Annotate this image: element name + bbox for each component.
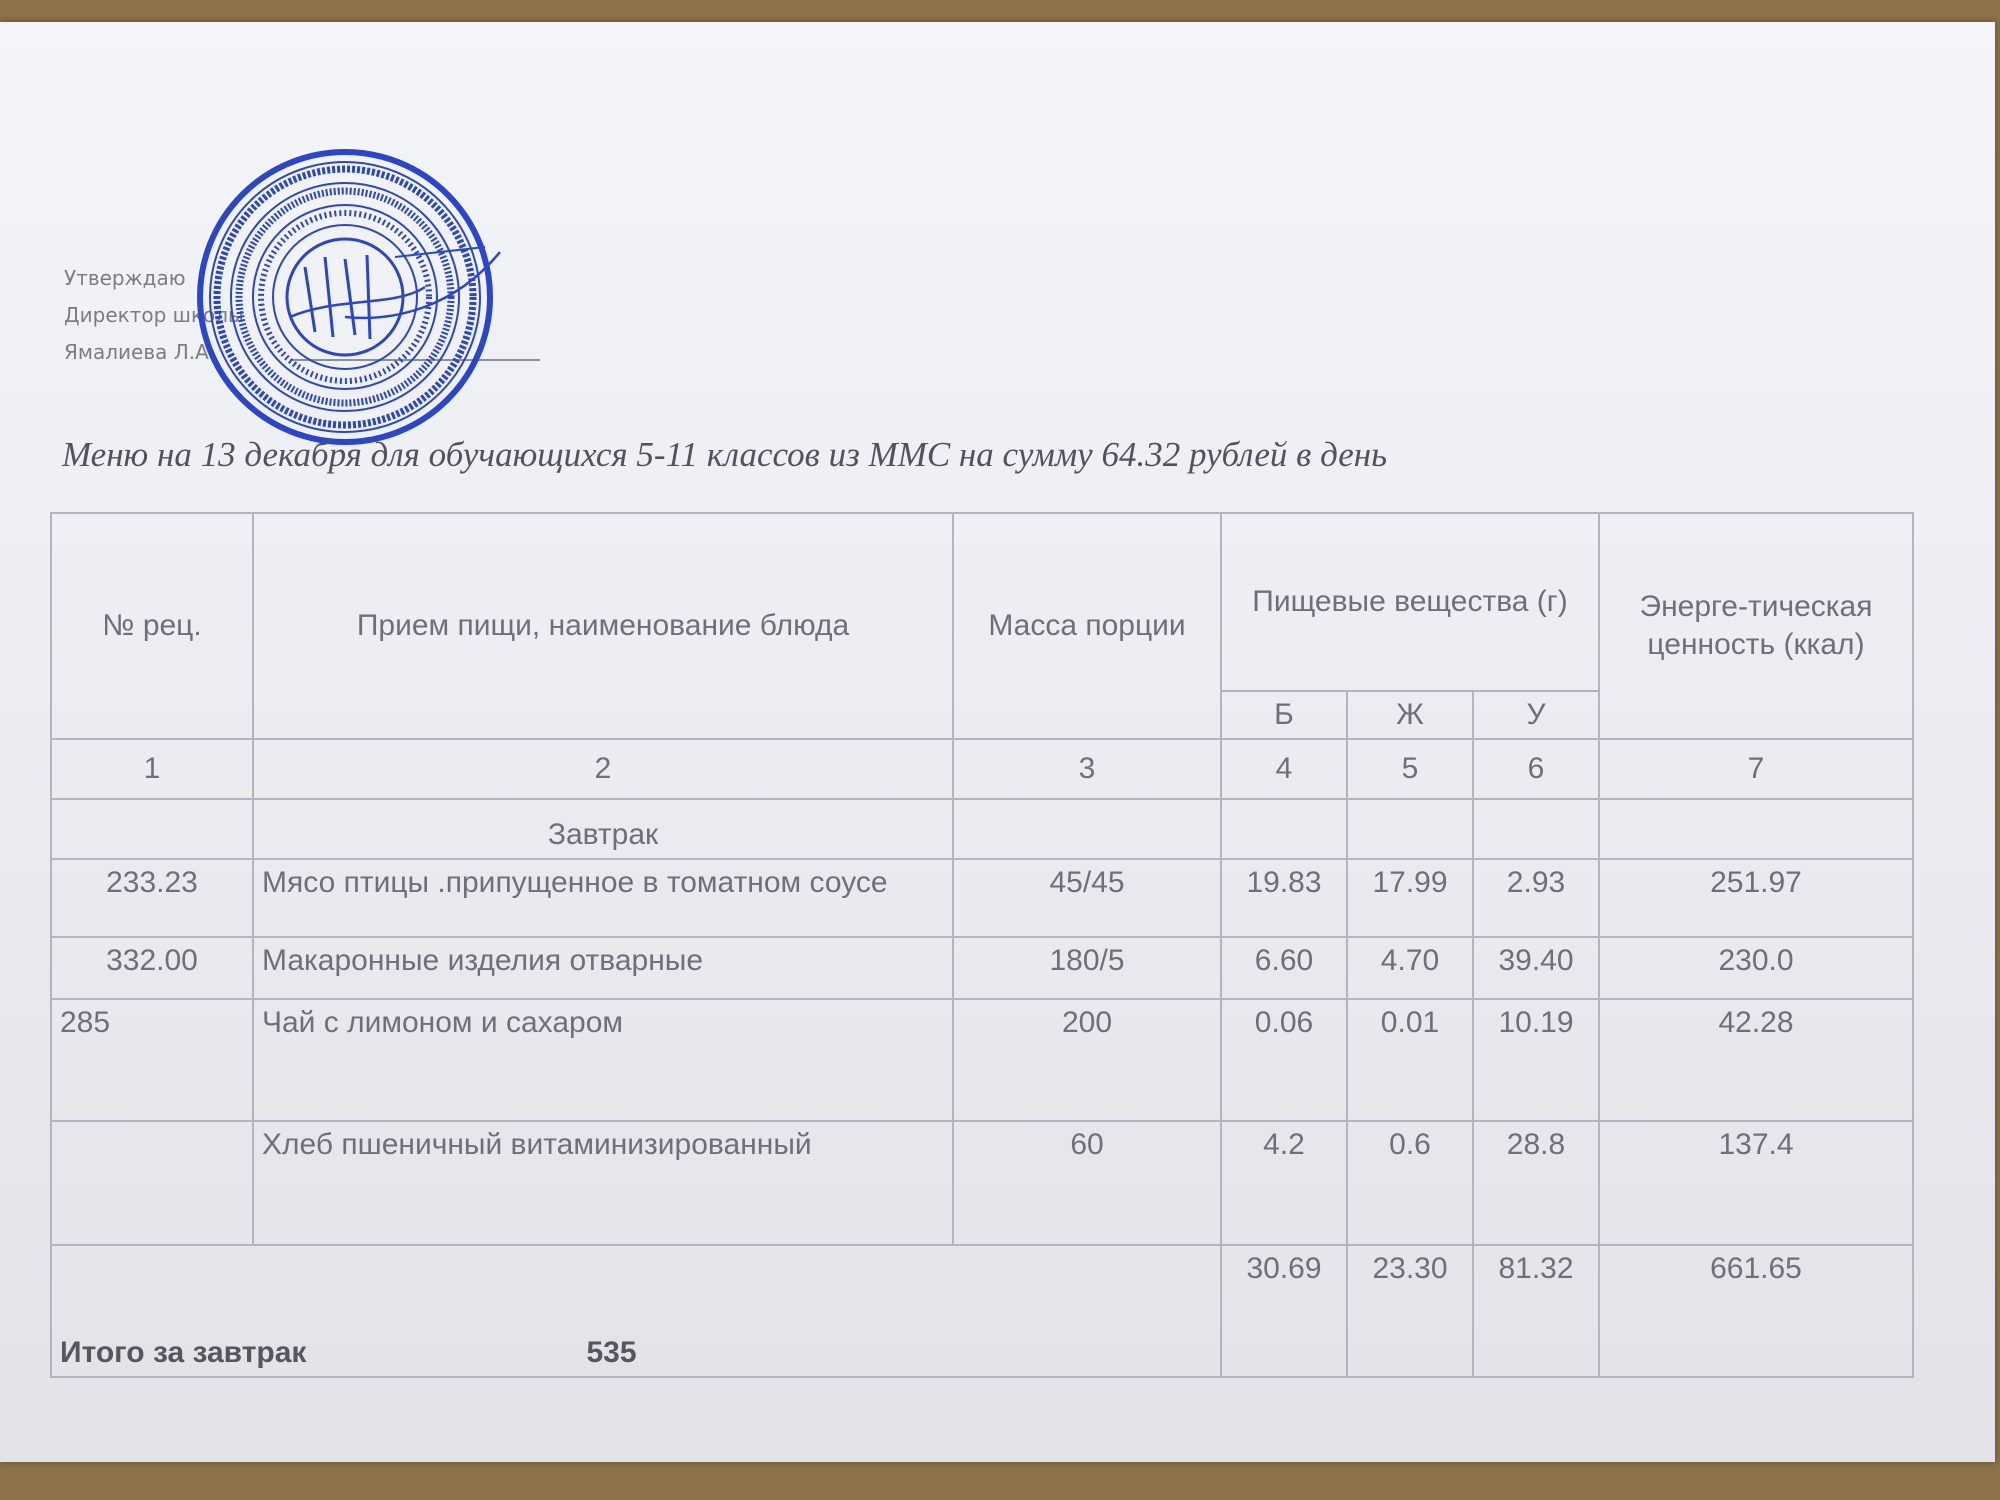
approval-line-2: Директор школы xyxy=(64,303,244,327)
column-number: 3 xyxy=(953,739,1221,799)
column-number: 5 xyxy=(1347,739,1473,799)
header-num: № рец. xyxy=(51,513,253,739)
dish-name: Макаронные изделия отварные xyxy=(253,937,953,999)
approval-line-1: Утверждаю xyxy=(64,266,186,290)
total-row xyxy=(51,1245,1913,1377)
energy-value: 137.4 xyxy=(1599,1121,1913,1245)
dish-name: Хлеб пшеничный витаминизированный xyxy=(253,1121,953,1245)
column-number: 7 xyxy=(1599,739,1913,799)
column-number: 4 xyxy=(1221,739,1347,799)
energy-value: 230.0 xyxy=(1599,937,1913,999)
fat-value: 17.99 xyxy=(1347,859,1473,937)
column-numbers-row xyxy=(51,739,1913,799)
table-row xyxy=(51,999,1913,1121)
fat-value: 0.01 xyxy=(1347,999,1473,1121)
header-mass: Масса порции xyxy=(953,513,1221,739)
portion-mass: 180/5 xyxy=(953,937,1221,999)
portion-mass: 60 xyxy=(953,1121,1221,1245)
recipe-number: 332.00 xyxy=(51,937,253,999)
dish-name: Мясо птицы .припущенное в томатном соусе xyxy=(253,859,953,937)
total-label-cell xyxy=(51,1245,1221,1377)
section-row xyxy=(51,799,1913,859)
energy-value: 42.28 xyxy=(1599,999,1913,1121)
protein-value: 0.06 xyxy=(1221,999,1347,1121)
total-carbs: 81.32 xyxy=(1473,1245,1599,1377)
column-number: 1 xyxy=(51,739,253,799)
total-label: Итого за завтрак xyxy=(60,1336,307,1369)
portion-mass: 45/45 xyxy=(953,859,1221,937)
dish-name: Чай с лимоном и сахаром xyxy=(253,999,953,1121)
carbs-value: 39.40 xyxy=(1473,937,1599,999)
column-number: 6 xyxy=(1473,739,1599,799)
carbs-value: 28.8 xyxy=(1473,1121,1599,1245)
official-stamp-icon xyxy=(195,147,510,447)
header-nutrients: Пищевые вещества (г) xyxy=(1221,513,1599,691)
carbs-value: 2.93 xyxy=(1473,859,1599,937)
menu-table xyxy=(50,512,1914,1378)
fat-value: 0.6 xyxy=(1347,1121,1473,1245)
header-protein: Б xyxy=(1221,691,1347,739)
header-fat: Ж xyxy=(1347,691,1473,739)
header-carbs: У xyxy=(1473,691,1599,739)
approval-line-3: Ямалиева Л.А. xyxy=(64,340,216,364)
header-energy: Энерге-тическая ценность (ккал) xyxy=(1599,513,1913,739)
page-title: Меню на 13 декабря для обучающихся 5-11 классов из ММС на сумму 64.32 рублей в день xyxy=(62,435,1388,474)
header-name: Прием пищи, наименование блюда xyxy=(253,513,953,739)
total-energy: 661.65 xyxy=(1599,1245,1913,1377)
recipe-number xyxy=(51,1121,253,1245)
protein-value: 4.2 xyxy=(1221,1121,1347,1245)
table-row xyxy=(51,1121,1913,1245)
total-mass: 535 xyxy=(586,1336,637,1369)
protein-value: 6.60 xyxy=(1221,937,1347,999)
total-protein: 30.69 xyxy=(1221,1245,1347,1377)
carbs-value: 10.19 xyxy=(1473,999,1599,1121)
fat-value: 4.70 xyxy=(1347,937,1473,999)
table-row xyxy=(51,859,1913,937)
document-page xyxy=(0,22,1995,1462)
portion-mass: 200 xyxy=(953,999,1221,1121)
recipe-number: 233.23 xyxy=(51,859,253,937)
recipe-number: 285 xyxy=(51,999,253,1121)
table-row xyxy=(51,937,1913,999)
energy-value: 251.97 xyxy=(1599,859,1913,937)
total-fat: 23.30 xyxy=(1347,1245,1473,1377)
protein-value: 19.83 xyxy=(1221,859,1347,937)
section-title: Завтрак xyxy=(253,799,953,859)
column-number: 2 xyxy=(253,739,953,799)
